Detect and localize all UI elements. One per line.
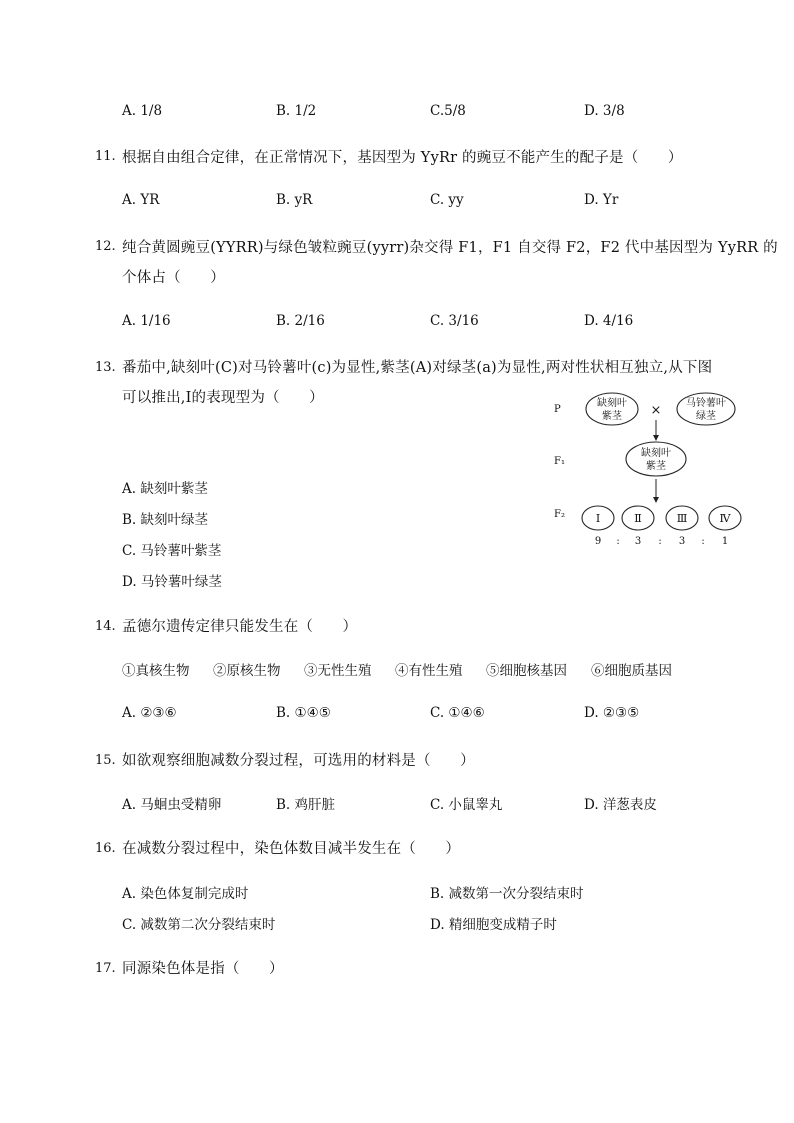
q14-number: 14. [95,619,116,634]
f1-generation-label: F₁ [554,456,565,467]
q16-option-b: B. 减数第一次分裂结束时 [430,886,584,902]
q14-choice-6: ⑥细胞质基因 [591,663,672,679]
q14-option-d: D. ②③⑤ [584,705,640,721]
q14-stem: 孟德尔遗传定律只能发生在（ ） [122,619,358,635]
q11-stem: 根据自由组合定律，在正常情况下，基因型为 YyRr 的豌豆不能产生的配子是（ ） [122,150,683,166]
q15-option-c: C. 小鼠睾丸 [430,797,503,813]
f1-trait2: 紫茎 [646,461,666,472]
f2-type-4: Ⅳ [719,512,731,525]
q12-stem-line2: 个体占（ ） [122,270,225,286]
ratio-value-2: 3 [634,536,642,547]
p-parent-right-trait1: 马铃薯叶 [686,398,726,409]
q15-option-d: D. 洋葱表皮 [584,797,657,813]
q13-number: 13. [95,360,116,375]
p-parent-left-trait1: 缺刻叶 [597,398,627,409]
q14-choice-5: ⑤细胞核基因 [486,663,567,679]
f1-trait1: 缺刻叶 [641,448,671,459]
q16-option-a: A. 染色体复制完成时 [122,886,249,902]
ratio-value-4: 1 [721,536,729,547]
q12-option-d: D. 4/16 [584,313,634,329]
q11-option-b: B. yR [276,192,313,208]
ratio-sep-1: : [616,536,620,547]
q16-option-d: D. 精细胞变成精子时 [430,917,557,933]
q13-option-c: C. 马铃薯叶紫茎 [122,543,222,559]
q15-number: 15. [95,753,116,768]
q10-option-b: B. 1/2 [276,103,317,119]
f2-generation-label: F₂ [554,509,565,520]
q14-choice-4: ④有性生殖 [395,663,463,679]
q12-option-c: C. 3/16 [430,313,479,329]
q13-stem-line2: 可以推出,Ⅰ的表现型为（ ） [122,390,324,406]
q12-option-b: B. 2/16 [276,313,325,329]
p-parent-left-trait2: 紫茎 [602,411,622,422]
q12-stem-line1: 纯合黄圆豌豆(YYRR)与绿色皱粒豌豆(yyrr)杂交得 F1，F1 自交得 F2，F2 代中基因型为 YyRR 的 [122,240,778,256]
q11-number: 11. [95,149,116,164]
q16-stem: 在减数分裂过程中，染色体数目减半发生在（ ） [122,841,461,857]
q11-option-a: A. YR [122,192,160,208]
q17-number: 17. [95,961,116,976]
q12-option-a: A. 1/16 [122,313,171,329]
q11-option-c: C. yy [430,192,464,208]
ratio-sep-2: : [658,536,662,547]
q15-option-b: B. 鸡肝脏 [276,797,336,813]
q13-option-b: B. 缺刻叶绿茎 [122,512,209,528]
q13-option-a: A. 缺刻叶紫茎 [122,481,208,497]
q10-option-c: C.5/8 [430,103,466,119]
q15-option-a: A. 马蛔虫受精卵 [122,797,222,813]
q14-choice-2: ②原核生物 [213,663,281,679]
q17-stem: 同源染色体是指（ ） [122,961,284,977]
q12-number: 12. [95,239,116,254]
genetic-cross-diagram [548,386,748,551]
q14-option-a: A. ②③⑥ [122,705,177,721]
q16-number: 16. [95,841,116,856]
q10-option-d: D. 3/8 [584,103,625,119]
q15-stem: 如欲观察细胞减数分裂过程，可选用的材料是（ ） [122,753,475,769]
p-generation-label: P [554,404,561,415]
q16-option-c: C. 减数第二次分裂结束时 [122,917,276,933]
q10-option-a: A. 1/8 [122,103,163,119]
q14-choice-3: ③无性生殖 [304,663,372,679]
q14-option-b: B. ①④⑤ [276,705,331,721]
p-parent-right-trait2: 绿茎 [696,411,716,422]
ratio-value-3: 3 [678,536,686,547]
f2-type-3: Ⅲ [676,512,688,525]
q13-stem-line1: 番茄中,缺刻叶(C)对马铃薯叶(c)为显性,紫茎(A)对绿茎(a)为显性,两对性状相互独立,从下图 [122,360,713,376]
q14-option-c: C. ①④⑥ [430,705,485,721]
f2-type-2: Ⅱ [634,512,642,525]
ratio-value-1: 9 [594,536,602,547]
q13-option-d: D. 马铃薯叶绿茎 [122,574,222,590]
cross-symbol: × [650,403,662,418]
q11-option-d: D. Yr [584,192,619,208]
f2-type-1: Ⅰ [595,512,601,525]
ratio-sep-3: : [701,536,705,547]
q14-choice-1: ①真核生物 [122,663,190,679]
